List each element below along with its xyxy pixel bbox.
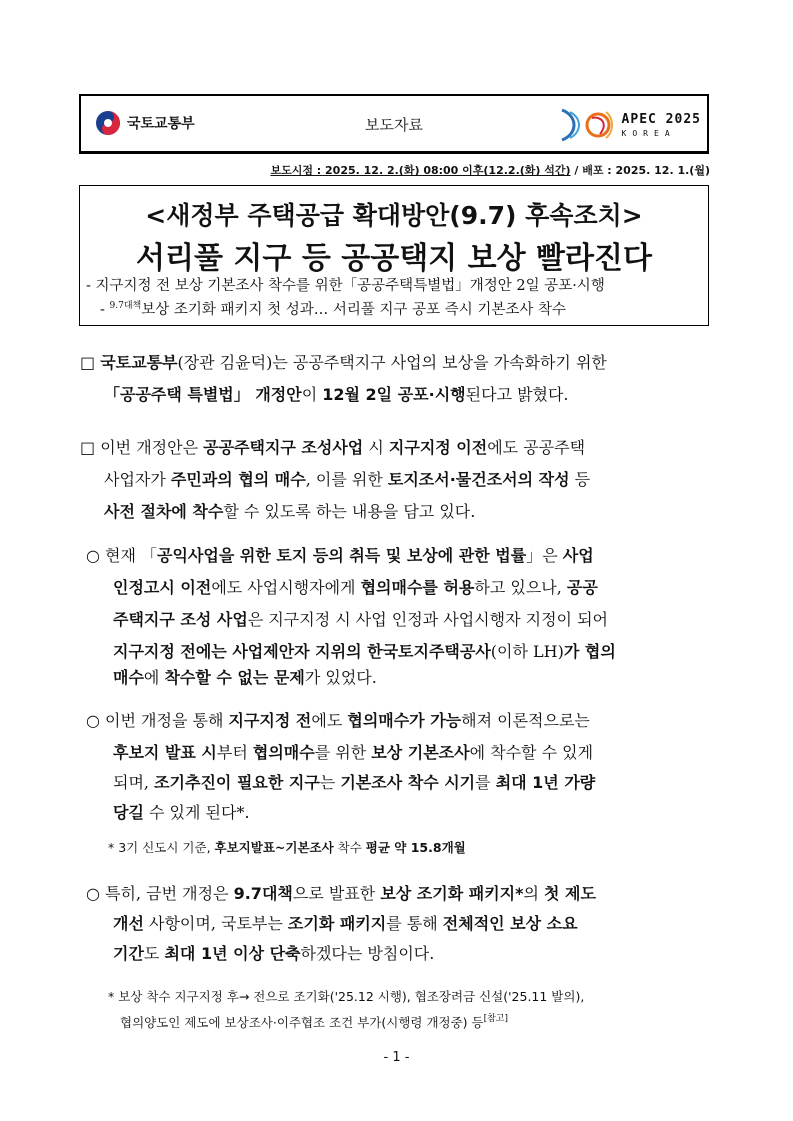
header-box: [79, 94, 709, 154]
p4-line-4: [113, 800, 250, 823]
text: (이하 LH): [490, 642, 564, 661]
text: (장관 김윤덕)는 공공주택지구 사업의 보상을 가속화하기 위한: [177, 353, 607, 372]
bold-text: 기간: [113, 944, 144, 963]
subtitle-2-text: 보상 조기화 패키지 첫 성과… 서리풀 지구 공포 즉시 기본조사 착수: [141, 302, 566, 318]
text: ○ 이번 개정을 통해: [86, 711, 229, 730]
bold-text: 기본조사 착수 시기: [340, 773, 476, 792]
bold-text: 첫 제도: [544, 884, 596, 903]
bold-text: 당길: [113, 803, 144, 822]
bold-text: 공익사업을 위한 토지 등의 취득 및 보상에 관한 법률: [157, 546, 527, 565]
text: 하고 있으나,: [474, 578, 567, 597]
p4-line-2: [113, 740, 593, 763]
footnote-2-line-1: * 보상 착수 지구지정 후→ 전으로 조기화('25.12 시행), 협조장려금 신설('25.11 발의),: [108, 989, 585, 1004]
footnote-2-ref: [참고]: [483, 1014, 509, 1024]
release-info: [270, 162, 710, 178]
text: 할 수 있도록 하는 내용을 담고 있다.: [223, 502, 476, 521]
bold-text: 사전 절차에 착수: [104, 502, 224, 521]
p5-line-3: [113, 941, 434, 964]
text: ○ 특히, 금번 개정은: [86, 884, 234, 903]
text: 에 착수할 수 있게: [469, 743, 594, 762]
bold-text: 협의매수가 가능: [347, 711, 462, 730]
p5-line-1: [86, 881, 596, 904]
text: □: [80, 353, 101, 372]
bold-text: 후보지 발표 시: [113, 743, 217, 762]
bold-text: 주택지구 조성 사업: [113, 610, 248, 629]
subtitle-1: - 지구지정 전 보상 기본조사 착수를 위한「공공주택특별법」개정안 2일 공포·시행: [86, 278, 605, 294]
p2-line-3: [104, 499, 475, 522]
bold-text: 공공주택지구 조성사업: [203, 438, 364, 457]
text: 사업자가: [104, 470, 171, 489]
bold-text: 전체적인 보상 소요: [442, 914, 578, 933]
bold-text: 인정고시 이전: [113, 578, 212, 597]
bold-text: 최대 1년 이상 단축: [164, 944, 301, 963]
p1-line-2: [104, 382, 569, 405]
p3-line-5: [113, 665, 377, 688]
bold-text: 공공: [566, 578, 598, 597]
bold-text: 협의매수를 허용: [360, 578, 475, 597]
p3-line-1: [86, 543, 594, 566]
title-line-1: <새정부 주택공급 확대방안(9.7) 후속조치>: [145, 201, 643, 230]
bold-text: 개선: [113, 914, 144, 933]
bold-text: 후보지발표~기본조사: [214, 840, 334, 855]
bold-text: 「공공주택 특별법」 개정안: [104, 385, 302, 404]
text: * 3기 신도시 기준,: [108, 840, 215, 855]
bold-text: 평균 약 15.8개월: [365, 840, 466, 855]
text: ○ 현재 「: [86, 546, 158, 565]
text: 되며,: [113, 773, 155, 792]
subtitle-2-prefix: -: [100, 302, 110, 318]
footnote-2-text: 협의양도인 제도에 보상조사·이주협조 조건 부가(시행령 개정중) 등: [120, 1015, 484, 1030]
doc-type: 보도자료: [365, 116, 423, 134]
text: , 이를 위한: [305, 470, 388, 489]
text: 해져 이론적으로는: [461, 711, 590, 730]
bold-text: 지구지정 전에는 사업제안자 지위의 한국토지주택공사: [113, 642, 491, 661]
bold-text: 가 협의: [563, 642, 616, 661]
text: 된다고 밝혔다.: [465, 385, 569, 404]
bold-text: 보상 조기화 패키지*: [380, 884, 524, 903]
text: 하겠다는 방침이다.: [300, 944, 435, 963]
p1-line-1: [80, 350, 607, 373]
text: 가 있었다.: [304, 668, 377, 687]
apec-swirl-icon: [556, 104, 618, 146]
bold-text: 최대 1년 가량: [495, 773, 596, 792]
text: 부터: [216, 743, 253, 762]
p4-line-1: [86, 708, 590, 731]
apec-logo: [556, 104, 701, 146]
p2-line-1: [80, 435, 585, 458]
text: 를 위한: [314, 743, 372, 762]
bold-text: 토지조서·물건조서의 작성: [387, 470, 570, 489]
p3-line-3: [113, 607, 608, 630]
text: 를: [475, 773, 496, 792]
p3-line-2: [113, 575, 598, 598]
title-line-2: 서리풀 지구 등 공공택지 보상 빨라진다: [136, 241, 652, 276]
bold-text: 지구지정 전: [228, 711, 312, 730]
text: 도: [143, 944, 165, 963]
bold-text: 착수할 수 없는 문제: [164, 668, 305, 687]
bold-text: 12월 2일 공포·시행: [322, 385, 466, 404]
title-box: [79, 185, 709, 326]
text: 의: [523, 884, 545, 903]
page-number: - 1 -: [383, 1050, 410, 1065]
text: 에도 공공주택: [487, 438, 586, 457]
apec-title: APEC 2025: [621, 111, 701, 127]
p4-line-3: [113, 770, 595, 793]
bold-text: 조기추진이 필요한 지구: [154, 773, 320, 792]
footnote-2-line-2: [120, 1011, 508, 1031]
text: 사항이며, 국토부는: [143, 914, 288, 933]
bold-text: 매수: [113, 668, 144, 687]
text: 착수: [333, 840, 366, 855]
apec-country: KOREA: [621, 128, 676, 138]
bold-text: 주민과의 협의 매수: [170, 470, 306, 489]
distribution-date: / 배포 : 2025. 12. 1.(월): [570, 164, 710, 177]
text: 등: [569, 470, 591, 489]
bold-text: 지구지정 이전: [388, 438, 488, 457]
text: □ 이번 개정안은: [80, 438, 204, 457]
bold-text: 조기화 패키지: [287, 914, 387, 933]
p3-line-4: [113, 639, 616, 662]
ministry-name: 국토교통부: [127, 116, 195, 132]
text: 」은: [526, 546, 563, 565]
text: 시: [363, 438, 389, 457]
p2-line-2: [104, 467, 590, 490]
text: 은 지구지정 시 사업 인정과 사업시행자 지정이 되어: [247, 610, 608, 629]
text: 이: [301, 385, 323, 404]
p5-line-2: [113, 911, 578, 934]
subtitle-2-sup: 9.7대책: [109, 301, 142, 311]
text: 수 있게 된다*.: [143, 803, 250, 822]
text: 으로 발표한: [292, 884, 381, 903]
text: 는: [319, 773, 341, 792]
text: 에도 사업시행자에게: [211, 578, 361, 597]
bold-text: 사업: [562, 546, 594, 565]
subtitle-2: [100, 298, 566, 319]
bold-text: 협의매수: [252, 743, 315, 762]
bold-text: 보상 기본조사: [371, 743, 470, 762]
footnote-1: [108, 838, 466, 856]
embargo-time: 보도시점 : 2025. 12. 2.(화) 08:00 이후(12.2.(화) 석간): [270, 164, 571, 177]
text: 에도: [311, 711, 348, 730]
bold-text: 국토교통부: [100, 353, 178, 372]
text: 를 통해: [386, 914, 443, 933]
bold-text: 9.7대책: [233, 884, 293, 903]
text: 에: [143, 668, 165, 687]
